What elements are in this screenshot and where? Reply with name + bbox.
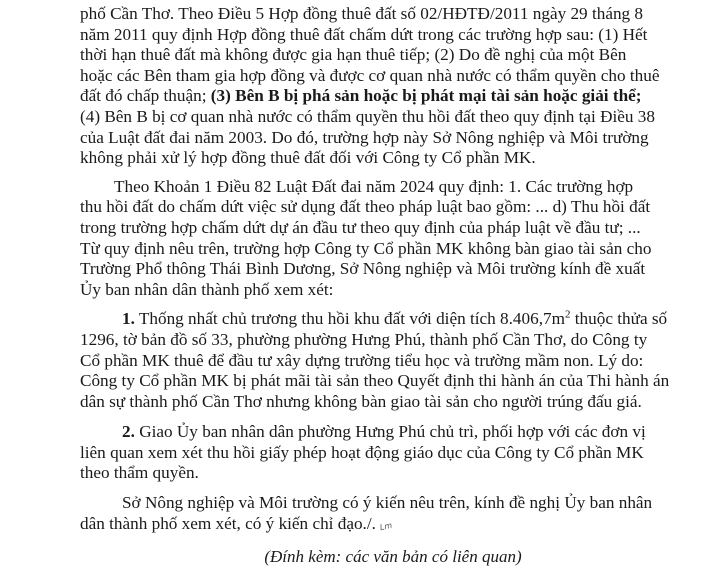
text-line: 1296, tờ bản đồ số 33, phường phường Hưng Phú, thành phố Cần Thơ, do Công ty <box>80 329 648 349</box>
text-line: liên quan xem xét thu hồi giấy phép hoạt động giáo dục của Công ty Cổ phần MK <box>80 442 644 462</box>
text-run: dân thành phố xem xét, có ý kiến chỉ đạo./. <box>80 513 376 533</box>
text-line <box>80 514 680 538</box>
text-line: trong trường hợp chấm dứt dự án đầu tư theo quy định của pháp luật về đầu tư; ... <box>80 217 641 237</box>
text-line: theo thẩm quyền. <box>80 463 199 483</box>
paragraph-contract-termination <box>80 4 680 169</box>
text-run: đất đó chấp thuận; <box>80 86 211 106</box>
bold-clause: (3) Bên B bị phá sản hoặc bị phát mại tài sản hoặc giải thể; <box>210 86 642 106</box>
text-line: năm 2011 quy định Hợp đồng thuê đất chấm dứt trong các trường hợp sau: (1) Hết <box>80 24 648 44</box>
text-line: thu hồi đất do chấm dứt việc sử dụng đất theo pháp luật bao gồm: ... d) Thu hồi đất <box>80 197 651 217</box>
text-line: Cổ phần MK thuê để đầu tư xây dựng trường tiểu học và trường mầm non. Lý do: <box>80 350 644 370</box>
text-line: Trường Phổ thông Thái Bình Dương, Sở Nông nghiệp và Môi trường kính đề xuất <box>80 259 646 279</box>
item-number: 2. <box>122 422 135 442</box>
text-line: thời hạn thuê đất mà không được gia hạn thuê tiếp; (2) Do đề nghị của một Bên <box>80 45 627 65</box>
text-line: Công ty Cổ phần MK bị phát mãi tài sản theo Quyết định thi hành án của Thi hành án <box>80 371 670 391</box>
text-line: Ủy ban nhân dân thành phố xem xét: <box>80 279 334 299</box>
text-run: Thống nhất chủ trương thu hồi khu đất với diện tích 8.406,7m <box>134 309 565 329</box>
text-line <box>80 422 680 443</box>
text-line <box>80 309 680 330</box>
text-line: (4) Bên B bị cơ quan nhà nước có thẩm quyền thu hồi đất theo quy định tại Điều 38 <box>80 106 655 126</box>
attachment-note: (Đính kèm: các văn bản có liên quan) <box>264 547 522 567</box>
text-line: phố Cần Thơ. Theo Điều 5 Hợp đồng thuê đất số 02/HĐTĐ/2011 ngày 29 tháng 8 <box>80 4 644 23</box>
proposal-item-2 <box>80 422 680 484</box>
handwritten-initials: Lm <box>378 520 393 532</box>
text-run: thuộc thửa số <box>570 309 668 329</box>
text-line: dân sự thành phố Cần Thơ nhưng không bàn giao tài sản cho người trúng đấu giá. <box>80 391 642 411</box>
text-line: Theo Khoản 1 Điều 82 Luật Đất đai năm 2024 quy định: 1. Các trường hợp <box>114 176 634 196</box>
text-run: Giao Ủy ban nhân dân phường Hưng Phú chủ trì, phối hợp với các đơn vị <box>134 422 646 442</box>
paragraph-land-law-2024 <box>80 177 680 301</box>
text-line: của Luật đất đai năm 2003. Do đó, trường hợp này Sở Nông nghiệp và Môi trường <box>80 127 649 147</box>
superscript: 2 <box>564 308 571 321</box>
item-number: 1. <box>122 309 135 329</box>
text-line: không phải xử lý hợp đồng thuê đất đối với Công ty Cổ phần MK. <box>80 148 536 168</box>
text-line <box>80 86 680 107</box>
closing-paragraph <box>80 493 680 537</box>
text-line: Từ quy định nêu trên, trường hợp Công ty Cổ phần MK không bàn giao tài sản cho <box>80 238 652 258</box>
text-line: Sở Nông nghiệp và Môi trường có ý kiến nêu trên, kính đề nghị Ủy ban nhân <box>122 493 653 513</box>
proposal-item-1 <box>80 309 680 412</box>
text-line: hoặc các Bên tham gia hợp đồng và được cơ quan nhà nước có thẩm quyền cho thuê <box>80 65 660 85</box>
